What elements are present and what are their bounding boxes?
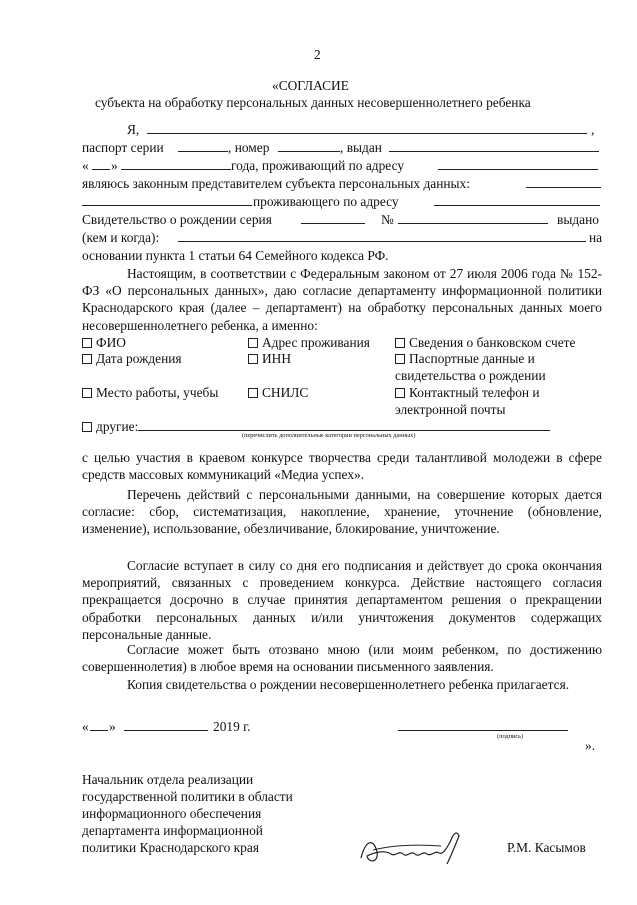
label-quote-open: « [82, 158, 89, 173]
official-title-5: политики Краснодарского края [82, 840, 259, 855]
option-fio[interactable]: ФИО [82, 334, 126, 351]
label-issued: , выдан [340, 140, 382, 155]
closing-quote: ». [585, 738, 596, 753]
official-title-3: информационного обеспечения [82, 806, 262, 821]
field-passport-issued[interactable] [389, 151, 599, 152]
sig-quote-open: « [82, 719, 89, 734]
label-comma: , [591, 122, 595, 137]
other-hint: (перечислить дополнительные категории персональных данных) [242, 432, 416, 439]
field-day[interactable] [92, 169, 110, 170]
label-birth-cert: Свидетельство о рождении серия [82, 212, 272, 227]
option-birth-date[interactable]: Дата рождения [82, 350, 182, 367]
validity-paragraph: Согласие вступает в силу со дня его подписания и действует до срока окончания мероприятий, связанных с проведением конкурса. Действие настоящего согласия прекращается досрочно в случае принятия департаментом решения о прекращении обработки персональных данных и/или уничтожения документов содержащих персональные данные. [82, 558, 602, 642]
actions-paragraph: Перечень действий с персональными данными, на совершение которых дается согласие: сбор, систематизация, накопление, хранение, уточнение (обновление, изменение), использование, обезличивание, блокирование, уничтожение. [82, 487, 602, 537]
field-signature[interactable] [398, 730, 568, 731]
option-address[interactable]: Адрес проживания [248, 334, 370, 351]
sig-quote-close: » [109, 719, 116, 734]
label-quote-close: » [111, 158, 118, 173]
checkbox-fio[interactable] [82, 338, 92, 348]
option-inn[interactable]: ИНН [248, 350, 291, 367]
handwritten-signature [355, 822, 475, 872]
checkbox-birth-date[interactable] [82, 354, 92, 364]
checkbox-snils[interactable] [248, 388, 258, 398]
intro-paragraph: Настоящим, в соответствии с Федеральным законом от 27 июля 2006 года № 152-ФЗ «О персональных данных», даю согласие департаменту информационной политики Краснодарского края (далее – департамент) на обработку персональных данных моего несовершеннолетнего ребенка, а именно: [82, 266, 602, 333]
option-snils[interactable]: СНИЛС [248, 384, 308, 401]
checkbox-work-study[interactable] [82, 388, 92, 398]
field-full-name[interactable] [147, 133, 587, 134]
checkbox-address[interactable] [248, 338, 258, 348]
official-title-1: Начальник отдела реализации [82, 772, 254, 787]
label-basis: основании пункта 1 статьи 64 Семейного кодекса РФ. [82, 248, 389, 263]
field-other[interactable] [138, 430, 550, 431]
field-month-year[interactable] [121, 169, 231, 170]
field-passport-series[interactable] [178, 151, 228, 152]
document-subtitle: субъекта на обработку персональных данных несовершеннолетнего ребенка [95, 95, 531, 110]
page-number: 2 [314, 47, 321, 62]
field-cert-series[interactable] [301, 223, 365, 224]
option-other[interactable]: другие: [82, 418, 138, 435]
revoke-paragraph: Согласие может быть отозвано мною (или моим ребенком, по достижению совершеннолетия) в любое время на основании письменного заявления. [82, 642, 602, 675]
label-living-at: проживающего по адресу [253, 194, 399, 209]
label-ya: Я, [127, 122, 140, 137]
field-sign-month[interactable] [124, 730, 208, 731]
field-cert-issuer[interactable] [178, 241, 586, 242]
field-child-address[interactable] [434, 205, 600, 206]
label-number: , номер [228, 140, 270, 155]
official-title-2: государственной политики в области [82, 789, 293, 804]
official-title-4: департамента информационной [82, 823, 263, 838]
field-address[interactable] [438, 169, 598, 170]
field-sign-day[interactable] [90, 730, 108, 731]
label-by-whom: (кем и когда): [82, 230, 160, 245]
checkbox-other[interactable] [82, 422, 92, 432]
label-passport-series: паспорт серии [82, 140, 164, 155]
option-work-study[interactable]: Место работы, учебы [82, 384, 218, 401]
label-issued2: выдано [557, 212, 599, 227]
field-child-name-cont[interactable] [82, 205, 252, 206]
label-legal-rep: являюсь законным представителем субъекта персональных данных: [82, 176, 470, 191]
field-passport-number[interactable] [278, 151, 340, 152]
official-name: Р.М. Касымов [507, 840, 586, 855]
checkbox-contacts[interactable] [395, 388, 405, 398]
field-cert-number[interactable] [398, 223, 548, 224]
checkbox-inn[interactable] [248, 354, 258, 364]
option-bank[interactable]: Сведения о банковском счете [395, 334, 575, 351]
checkbox-passport-data[interactable] [395, 354, 405, 364]
purpose-paragraph: с целью участия в краевом конкурсе творчества среди талантливой молодежи в сфере средств массовых коммуникаций «Медиа успех». [82, 450, 602, 483]
document-title: «СОГЛАСИЕ [272, 78, 349, 93]
label-num-sign: № [381, 212, 394, 227]
signature-hint: (подпись) [497, 733, 524, 740]
field-child-name[interactable] [526, 187, 601, 188]
label-na: на [589, 230, 603, 245]
option-contacts[interactable]: Контактный телефон и электронной почты [395, 385, 540, 418]
label-year-living: года, проживающий по адресу [231, 158, 405, 173]
checkbox-bank[interactable] [395, 338, 405, 348]
option-passport-data[interactable]: Паспортные данные и свидетельства о рождении [395, 351, 546, 384]
copy-paragraph: Копия свидетельства о рождении несовершеннолетнего ребенка прилагается. [127, 677, 570, 692]
sig-year: 2019 г. [213, 719, 251, 734]
